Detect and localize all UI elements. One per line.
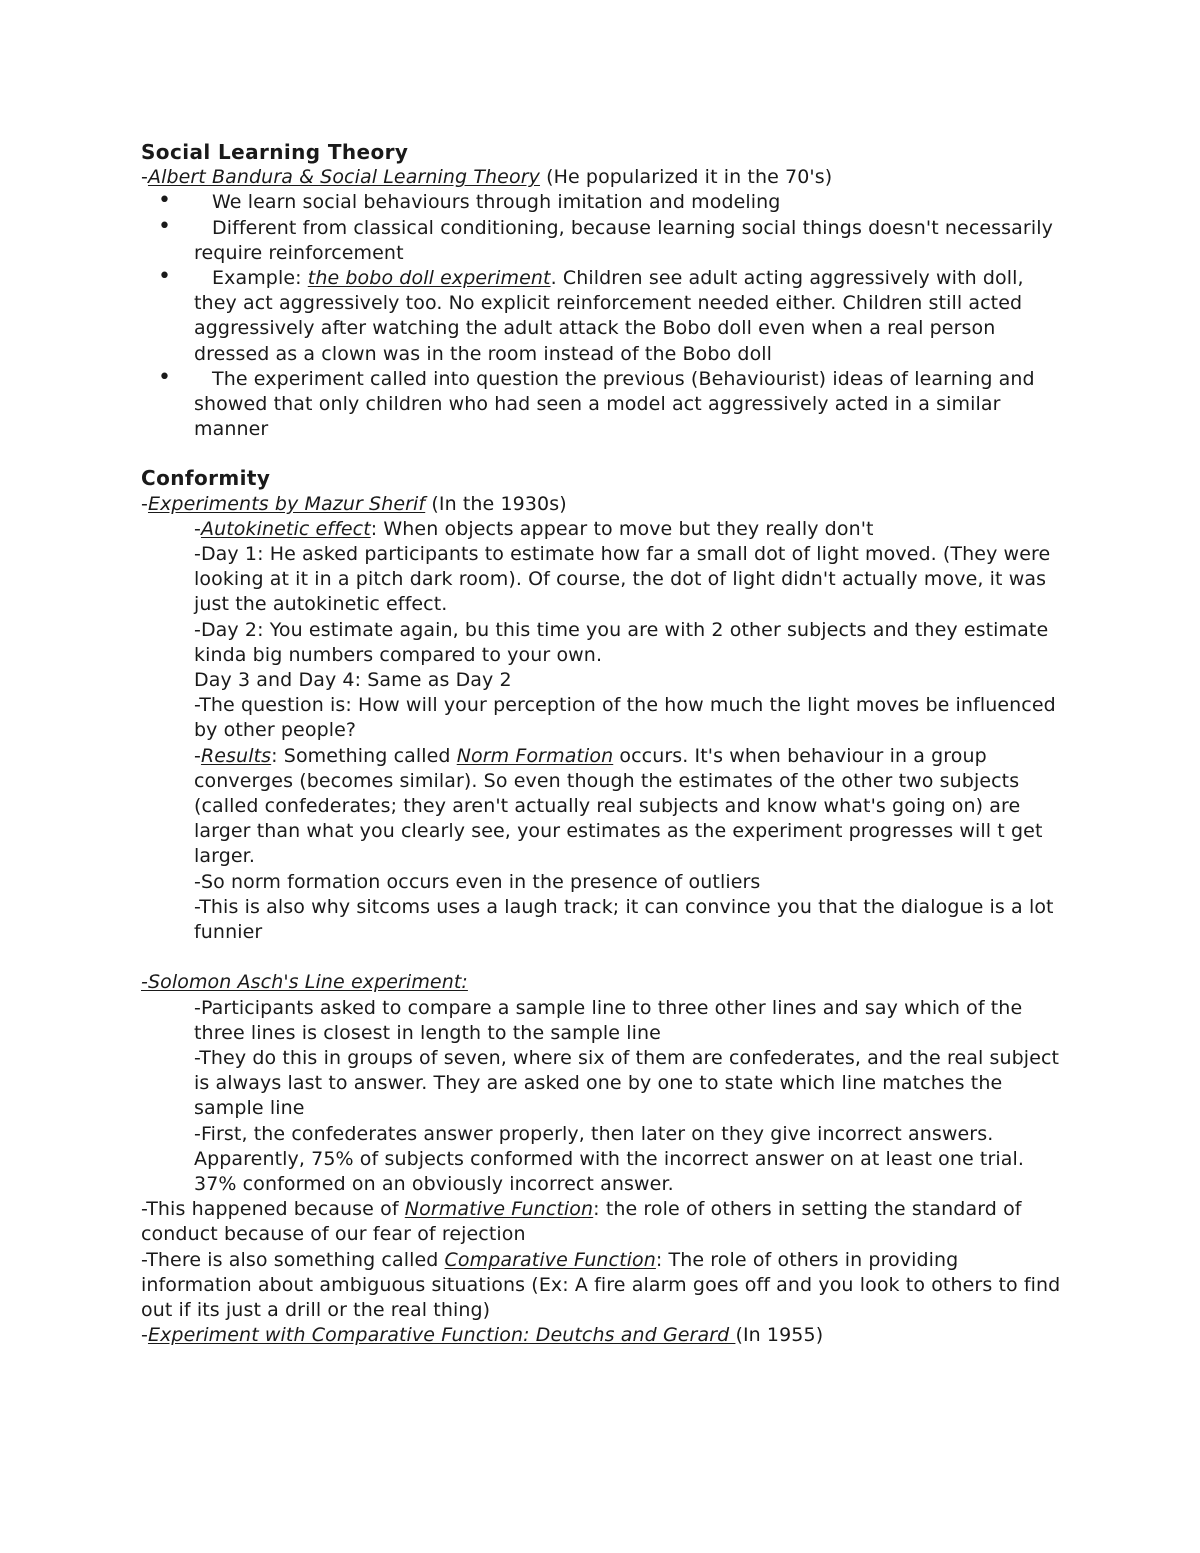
results-rest: occurs. It's when behaviour in a group converges (becomes similar). So even though the estimates of the other two subjects (called confederates; they aren't actually real subjects and know what's going on) are larger than what you clearly see, your estimates as the experiment progresses will t get larger.	[194, 744, 1043, 868]
bullet-list-social-learning	[141, 190, 1071, 442]
results-mid: : Something called	[271, 744, 457, 767]
normative-function-term: Normative Function	[404, 1198, 594, 1221]
bobo-doll-link: the bobo doll experiment	[307, 267, 551, 290]
comparative-function-term: Comparative Function	[444, 1248, 656, 1271]
prefix: -	[194, 517, 201, 540]
day34-text: Day 3 and Day 4: Same as Day 2	[194, 669, 512, 692]
experiment-comparative-text	[141, 1323, 1071, 1348]
normative-function-rest: : the role of others in setting the standard of conduct because of our fear of rejection	[141, 1198, 1022, 1246]
document-body	[141, 140, 1071, 1348]
question-text: -The question is: How will your perception of the how much the light moves be influenced by other people?	[194, 694, 1056, 742]
norm-formation-term: Norm Formation	[456, 744, 614, 767]
results-term: Results	[200, 744, 272, 767]
prefix: -	[141, 1324, 148, 1347]
subtitle-prefix: -	[141, 166, 148, 189]
asch-title	[141, 970, 1071, 995]
asch-title-link: -Solomon Asch's Line experiment:	[141, 971, 468, 994]
day2-text: -Day 2: You estimate again, bu this time you are with 2 other subjects and they estimate kinda big numbers compared to your own.	[194, 618, 1049, 666]
outliers-text: -So norm formation occurs even in the presence of outliers	[194, 870, 761, 893]
prefix: -This happened because of	[141, 1198, 405, 1221]
heading-conformity: Conformity	[141, 466, 271, 491]
experiment-comparative-term: Experiment with Comparative Function: Deutchs and Gerard	[147, 1324, 736, 1347]
subtitle-bandura-link: Albert Bandura & Social Learning Theory	[147, 166, 540, 189]
bullet-dot-icon: •	[158, 213, 172, 239]
comparative-function-text	[141, 1248, 1071, 1324]
spacer	[141, 442, 1071, 466]
prefix: -	[194, 744, 201, 767]
heading-social-learning-theory: Social Learning Theory	[141, 140, 409, 164]
bullet-text: We learn social behaviours through imitation and modeling	[212, 191, 781, 214]
experiment-comparative-rest: (In 1955)	[735, 1324, 824, 1347]
autokinetic-line	[194, 517, 1071, 542]
asch-text-2: -They do this in groups of seven, where six of them are confederates, and the real subject is always last to answer. They are asked one by one to state which line matches the sample line	[194, 1046, 1060, 1120]
normative-function-text	[141, 1197, 1071, 1247]
bullet-item	[141, 213, 1071, 266]
bullet-item	[141, 266, 1071, 367]
spacer	[141, 945, 1071, 970]
bullet-dot-icon: •	[158, 188, 172, 214]
bullet-text-rest: . Children see adult acting aggressively with doll, they act aggressively too. No explicit reinforcement needed either. Children still acted aggressively after watching the adult attack the Bobo doll even when a real person dressed as a clown was in the room instead of the Bobo doll	[194, 267, 1024, 365]
sherif-details	[141, 517, 1071, 945]
subtitle-sherif-link: Experiments by Mazur Sherif	[147, 492, 426, 515]
comparative-function-rest: : The role of others in providing information about ambiguous situations (Ex: A fire alarm goes off and you look to others to find out if its just a drill or the real thing)	[141, 1248, 1061, 1321]
bullet-item	[141, 190, 1071, 215]
asch-text-3: -First, the confederates answer properly, then later on they give incorrect answers. Apparently, 75% of subjects conformed with the incorrect answer on at least one trial. 37% conformed on an obviously incorrect answer.	[194, 1122, 1025, 1195]
subtitle-bandura	[141, 165, 1071, 190]
asch-text-1: -Participants asked to compare a sample line to three other lines and say which of the three lines is closest in length to the sample line	[194, 996, 1023, 1044]
subtitle-sherif-rest: (In the 1930s)	[425, 492, 567, 515]
subtitle-bandura-rest: (He popularized it in the 70's)	[539, 166, 833, 189]
bullet-text: The experiment called into question the previous (Behaviourist) ideas of learning and showed that only children who had seen a model act aggressively acted in a similar manner	[194, 367, 1035, 441]
bullet-item	[141, 364, 1071, 443]
bullet-text-prefix: Example:	[212, 267, 308, 290]
prefix: -There is also something called	[141, 1248, 445, 1271]
autokinetic-term: Autokinetic effect	[200, 517, 371, 540]
results-text	[194, 744, 1071, 870]
sitcoms-text: -This is also why sitcoms uses a laugh track; it can convince you that the dialogue is a lot funnier	[194, 895, 1054, 944]
bullet-text: Different from classical conditioning, because learning social things doesn't necessarily require reinforcement	[194, 216, 1053, 264]
subtitle-prefix: -	[141, 492, 148, 515]
asch-details	[141, 996, 1071, 1198]
bullet-dot-icon: •	[158, 364, 172, 390]
subtitle-sherif	[141, 492, 1071, 517]
bullet-dot-icon: •	[158, 264, 172, 290]
autokinetic-def: : When objects appear to move but they really don't	[370, 517, 874, 540]
day1-text: -Day 1: He asked participants to estimate how far a small dot of light moved. (They were looking at it in a pitch dark room). Of course, the dot of light didn't actually move, it was just the autokinetic effect.	[194, 543, 1051, 616]
